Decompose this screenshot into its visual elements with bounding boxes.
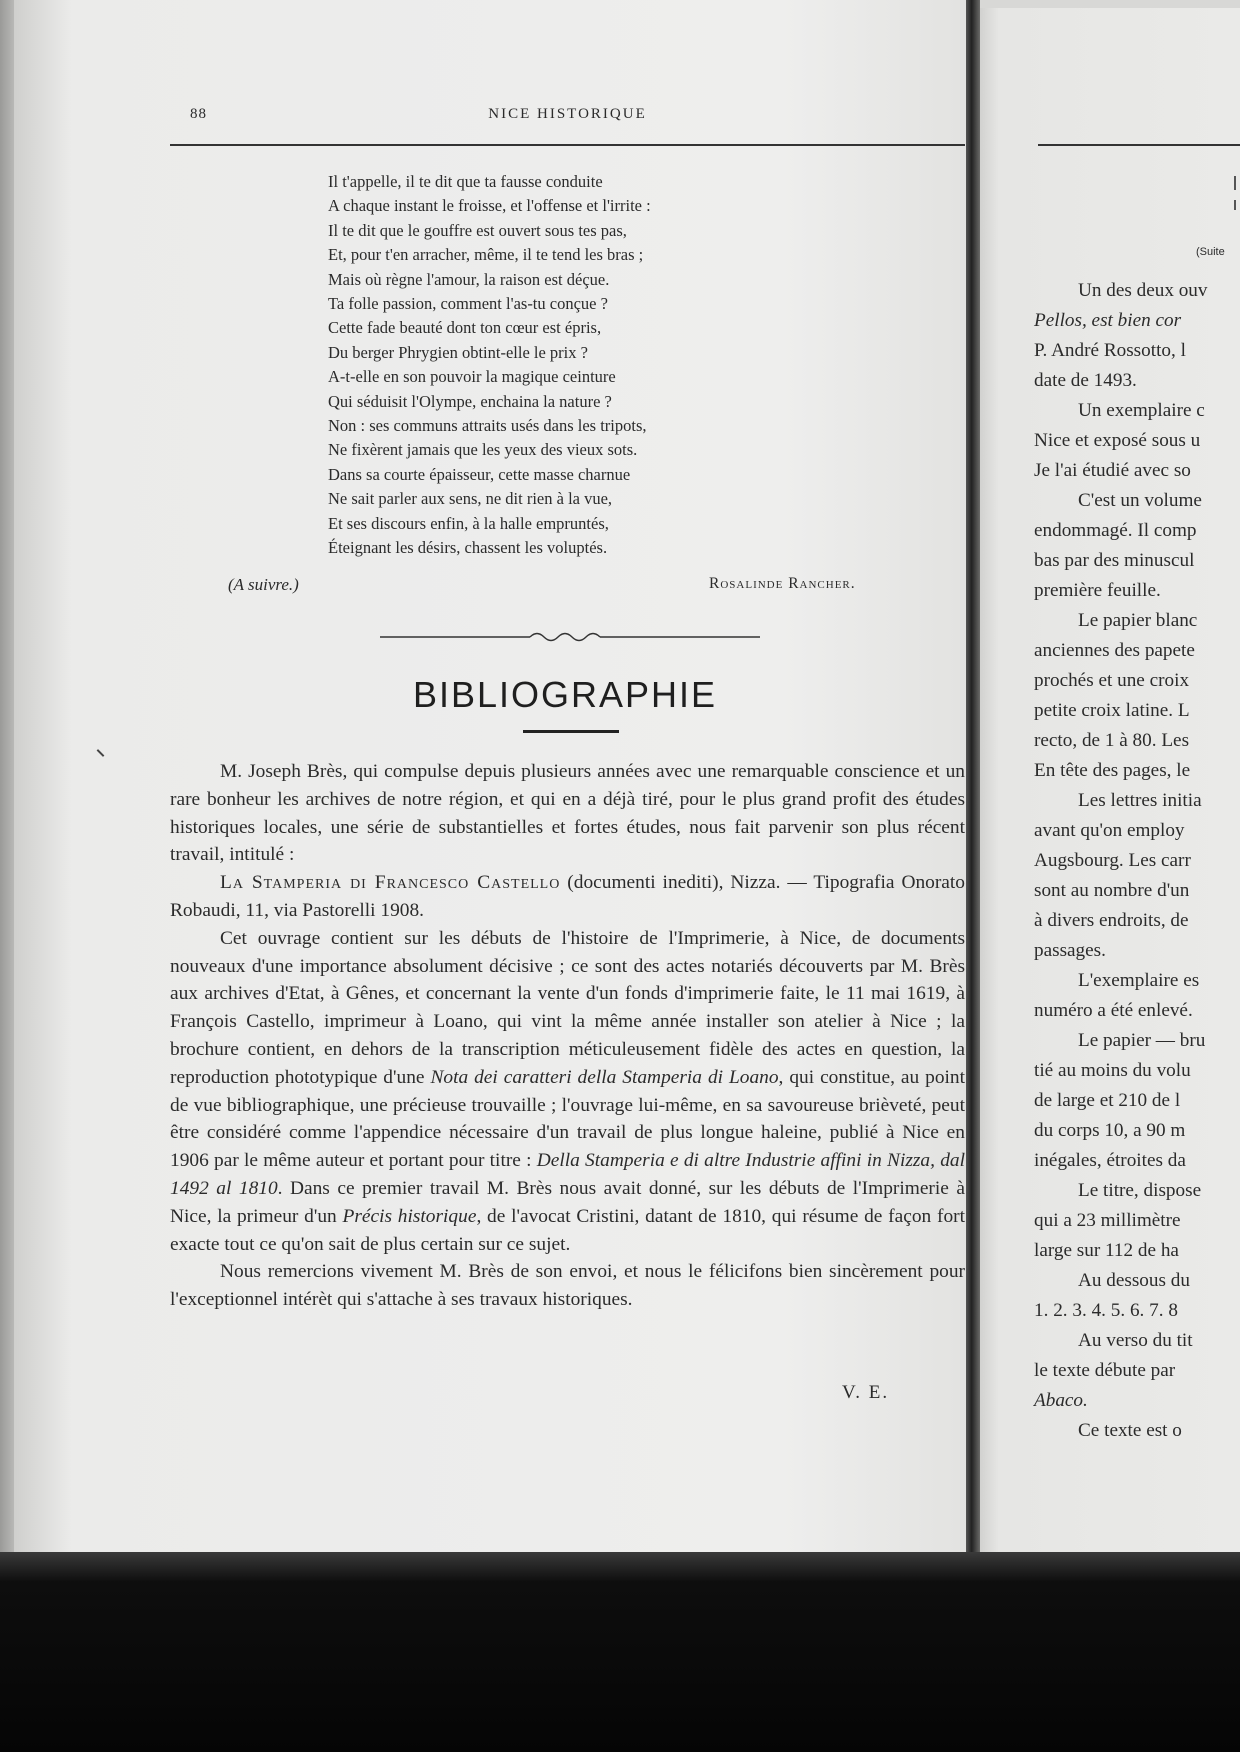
poem-line: Ta folle passion, comment l'as-tu conçue ? bbox=[328, 294, 608, 314]
text-line: Augsbourg. Les carr bbox=[1034, 850, 1191, 871]
text-line: endommagé. Il comp bbox=[1034, 520, 1197, 541]
text-line: Les lettres initia bbox=[1078, 790, 1202, 811]
poem-line: Non : ses communs attraits usés dans les tripots, bbox=[328, 416, 647, 436]
italic-title: Nota dei caratteri della Stamperia di Loano bbox=[430, 1066, 779, 1088]
scanner-bed bbox=[0, 1552, 1240, 1752]
text-line: passages. bbox=[1034, 940, 1106, 961]
text-line: Au verso du tit bbox=[1078, 1330, 1193, 1351]
poem-line: Et ses discours enfin, à la halle empruntés, bbox=[328, 513, 609, 533]
bibliography-text bbox=[170, 758, 965, 1314]
work-title: La Stamperia di Francesco Castello bbox=[220, 872, 561, 894]
paragraph-text: Cet ouvrage contient sur les débuts de l'histoire de l'Imprimerie, à Nice, de documents nouveaux d'une importance absolument décisive ; ce sont des actes notariés découverts par M. Brès aux archives d'Etat, à Gênes, et concernant la vente d'un fonds d'imprimerie faite, le 11 mai 1619, à François Castello, imprimeur à Loano, qui vint la même année installer son atelier à Nice ; la brochure contient, en dehors de la transcription méticuleusement fidèle des actes en question, la reproduction phototypique d'une bbox=[170, 927, 965, 1088]
text-line: prochés et une croix bbox=[1034, 670, 1190, 691]
text-line: Un exemplaire c bbox=[1078, 400, 1205, 421]
text-line: première feuille. bbox=[1034, 580, 1161, 601]
text-line: Le papier blanc bbox=[1078, 610, 1198, 631]
text-line: L'exemplaire es bbox=[1078, 970, 1200, 991]
text-line: 1. 2. 3. 4. 5. 6. 7. 8 bbox=[1034, 1300, 1178, 1321]
continuation-note: (A suivre.) bbox=[228, 575, 299, 594]
text-line: C'est un volume bbox=[1078, 490, 1202, 511]
poem-line: Et, pour t'en arracher, même, il te tend les bras ; bbox=[328, 245, 644, 265]
text-line: Je l'ai étudié avec so bbox=[1034, 460, 1191, 481]
text-line: bas par des minuscul bbox=[1034, 550, 1195, 571]
text-line: numéro a été enlevé. bbox=[1034, 1000, 1193, 1021]
text-line: tié au moins du volu bbox=[1034, 1060, 1191, 1081]
italic-title: Della Stamperia e di altre Industrie affini in Nizza, dal 1492 al 1810 bbox=[170, 1150, 965, 1199]
title-underline bbox=[523, 730, 619, 733]
poem-line: A chaque instant le froisse, et l'offense et l'irrite : bbox=[328, 196, 651, 216]
poem-line: Qui séduisit l'Olympe, enchaina la nature ? bbox=[328, 391, 612, 411]
poem-line: Il te dit que le gouffre est ouvert sous tes pas, bbox=[328, 220, 627, 240]
poem-line: Dans sa courte épaisseur, cette masse charnue bbox=[328, 464, 631, 484]
page-header bbox=[170, 106, 965, 130]
right-page-mark bbox=[1234, 200, 1236, 210]
text-line: inégales, étroites da bbox=[1034, 1150, 1186, 1171]
poem-line: Ne fixèrent jamais que les yeux des vieux sots. bbox=[328, 440, 638, 460]
right-page-text bbox=[1034, 276, 1240, 1446]
text-line: de large et 210 de l bbox=[1034, 1090, 1181, 1111]
text-line: Nice et exposé sous u bbox=[1034, 430, 1201, 451]
paragraph-text: Nous remercions vivement M. Brès de son envoi, et nous le félicifons bien sincèrement pour l'exceptionnel intérèt qui s'attache à ses travaux historiques. bbox=[170, 1261, 965, 1311]
text-line: date de 1493. bbox=[1034, 370, 1137, 391]
paragraph-text: . Dans ce premier travail M. Brès nous avait donné, sur les débuts de l'Imprimerie à Nice, la primeur d'un bbox=[170, 1177, 965, 1227]
poem-line: Éteignant les désirs, chassent les voluptés. bbox=[328, 538, 608, 558]
paragraph bbox=[170, 1258, 965, 1314]
poem-line: Du berger Phrygien obtint-elle le prix ? bbox=[328, 342, 588, 362]
header-rule bbox=[170, 144, 965, 146]
text-line: à divers endroits, de bbox=[1034, 910, 1189, 931]
suite-note: (Suite bbox=[1196, 246, 1225, 258]
text-line: sont au nombre d'un bbox=[1034, 880, 1190, 901]
text-line: Pellos, est bien cor bbox=[1034, 310, 1182, 331]
text-line: Le papier — bru bbox=[1078, 1030, 1206, 1051]
right-header-rule bbox=[1038, 144, 1240, 146]
book-fold bbox=[966, 0, 980, 1555]
signature: V. E. bbox=[842, 1382, 890, 1403]
text-line: Abaco. bbox=[1034, 1390, 1088, 1411]
paragraph bbox=[170, 869, 965, 925]
paragraph-text: , qui constitue, au point de vue bibliographique, une précieuse trouvaille ; l'ouvrage lui-même, en sa savoureuse brièveté, peut être considéré comme l'appendice nécessaire d'un travail de plus longue haleine, publié à Nice en 1906 par le même auteur et portant pour titre : bbox=[170, 1066, 965, 1172]
paragraph bbox=[170, 925, 965, 1259]
poem-line: A-t-elle en son pouvoir la magique ceinture bbox=[328, 367, 616, 387]
paragraph-text: , de l'avocat Cristini, datant de 1810, qui résume de façon fort exacte tout ce qu'on sait de plus certain sur ce sujet. bbox=[170, 1205, 965, 1255]
section-divider-ornament bbox=[380, 628, 760, 642]
page-number: 88 bbox=[190, 106, 207, 122]
poem-line: Il t'appelle, il te dit que ta fausse conduite bbox=[328, 172, 603, 191]
poem-author: Rosalinde Rancher. bbox=[709, 575, 856, 592]
text-line: Ce texte est o bbox=[1078, 1420, 1182, 1441]
poem bbox=[328, 170, 888, 561]
text-line: Un des deux ouv bbox=[1078, 280, 1208, 301]
paragraph bbox=[170, 758, 965, 869]
running-title: NICE HISTORIQUE bbox=[488, 106, 647, 122]
text-line: du corps 10, a 90 m bbox=[1034, 1120, 1186, 1141]
italic-title: Précis historique bbox=[342, 1205, 477, 1227]
poem-line: Mais où règne l'amour, la raison est déçue. bbox=[328, 269, 610, 289]
text-line: avant qu'on employ bbox=[1034, 820, 1185, 841]
text-line: En tête des pages, le bbox=[1034, 760, 1191, 781]
right-page-mark bbox=[1234, 176, 1236, 190]
text-line: recto, de 1 à 80. Les bbox=[1034, 730, 1190, 751]
text-line: le texte débute par bbox=[1034, 1360, 1176, 1381]
text-line: large sur 112 de ha bbox=[1034, 1240, 1179, 1261]
paragraph-text: (documenti inediti), Nizza. — Tipografia Onorato Robaudi, 11, via Pastorelli 1908. bbox=[170, 872, 965, 921]
poem-line: Ne sait parler aux sens, ne dit rien à la vue, bbox=[328, 489, 613, 509]
text-line: anciennes des papete bbox=[1034, 640, 1195, 661]
text-line: qui a 23 millimètre bbox=[1034, 1210, 1181, 1231]
text-line: petite croix latine. L bbox=[1034, 700, 1190, 721]
text-line: Au dessous du bbox=[1078, 1270, 1190, 1291]
poem-line: Cette fade beauté dont ton cœur est épris, bbox=[328, 318, 602, 338]
text-line: Le titre, dispose bbox=[1078, 1180, 1202, 1201]
section-title: BIBLIOGRAPHIE bbox=[412, 674, 718, 715]
paragraph-text: M. Joseph Brès, qui compulse depuis plusieurs années avec une remarquable conscience et un rare bonheur les archives de notre région, et qui en a déjà tiré, pour le plus grand profit des études historiques locales, une série de substantielles et fortes études, nous fait parvenir son plus récent travail, intitulé : bbox=[170, 761, 965, 866]
text-line: P. André Rossotto, l bbox=[1034, 340, 1186, 361]
